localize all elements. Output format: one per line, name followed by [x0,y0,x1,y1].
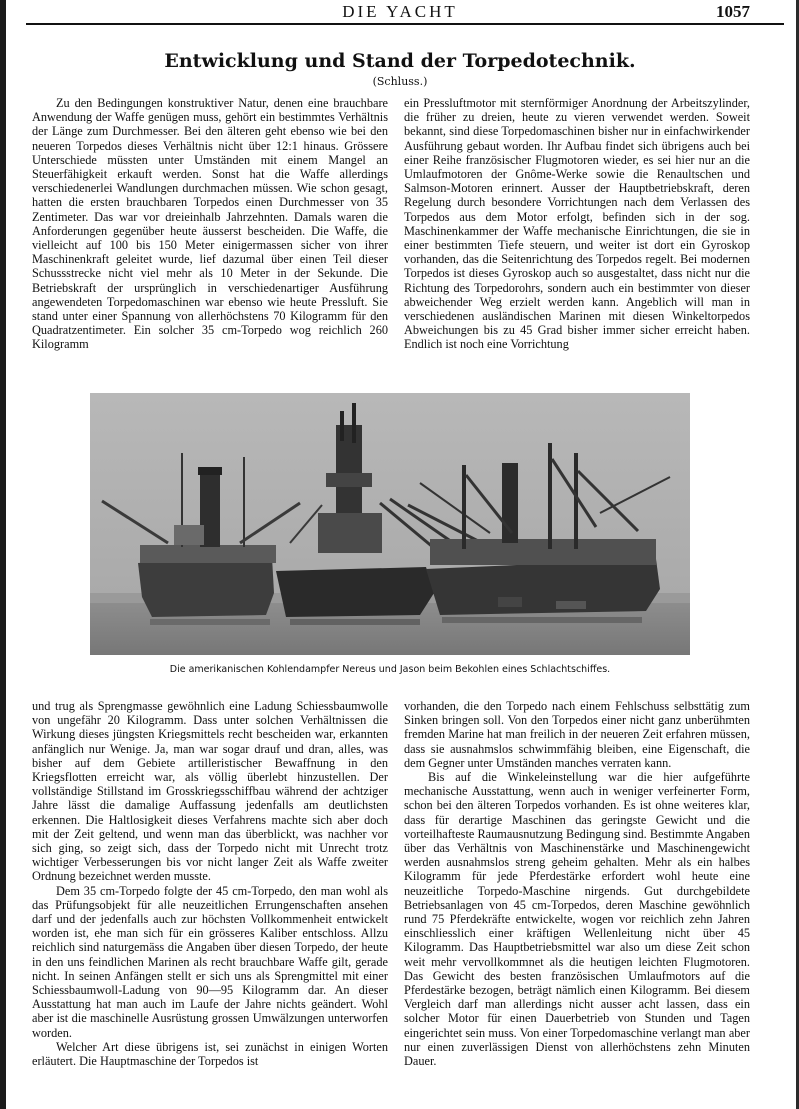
running-header: DIE YACHT [342,2,458,21]
text-column-bottom-left [32,699,388,1094]
paragraph: und trug als Sprengmasse gewöhnlich eine Ladung Schiessbaumwolle von ungefähr 20 Kilogramm. Dass unter solchen Verhältnissen die Wirkung dieses jüngsten Kriegsmittels recht bescheiden war, erkannten anfänglich nur Wenige. Ja, man war sogar drauf und dran, alles, was bisher auf dem Gebiete artilleristischer Bewaffnung in den Kriegsflotten erreicht war, als völlig überlebt hinzustellen. Der vollständige Stillstand im Grosskriegsschiffbau während der achtziger Jahre lässt die damalige Auffassung jedenfalls am deutlichsten erkennen. Die Haltlosigkeit dieses Verfahrens machte sich aber doch mit der Zeit geltend, und wenn man das überblickt, was nachher vor sich ging, so zeigt sich, dass der Torpedo nicht mit Unrecht trotz wichtiger Verbesserungen bis vor nicht langer Zeit als Waffe zweiter Ordnung bezeichnet werden musste. [32,699,388,884]
article-subtitle: (Schluss.) [372,75,428,88]
text-column-top-left [32,96,388,378]
paragraph: Zu den Bedingungen konstruktiver Natur, denen eine brauchbare Anwendung der Waffe genügen muss, gehört ein bestimmtes Verhältnis der Länge zum Durchmesser. Bei den älteren geht ebenso wie bei den neueren Torpedos dieses Verhältnis nicht über 12:1 hinaus. Grössere Unterschiede müssten unter Umständen mit einem Mangel an Steuerfähigkeit erkauft werden. Sonst hat die Waffe allerdings verschiedenerlei Wandlungen durchmachen müssen. Wie schon gesagt, hatten die ersten brauchbaren Torpedos einen Durchmesser von 35 Zentimeter. Das war vor dreieinhalb Jahrzehnten. Damals waren die Anforderungen gegenüber heute äusserst bescheiden. Die Waffe, die vielleicht auf 100 bis 150 Meter einigermassen sicher von ihrer Maschinenkraft geleitet wurde, lief dazumal über einen Teil dieser Schussstrecke nicht viel mehr als 10 Meter in der Sekunde. Die Betriebskraft der ursprünglich in verschiedenartiger Ausführung angewendeten Torpedomaschinen war ebenso wie heute Pressluft. Sie stand unter einer Spannung von allerhöchstens 70 Kilogramm für den Quadratzentimeter. Ein solcher 35 cm-Torpedo wog reichlich 260 Kilogramm [32,96,388,352]
paragraph: Dem 35 cm-Torpedo folgte der 45 cm-Torpedo, den man wohl als das Prüfungsobjekt für alle neuzeitlichen Errungenschaften ansehen darf und der jedenfalls auch zur höchsten Vollkommenheit entwickelt worden ist, ehe man sich für ein grösseres Kaliber entschloss. Allzu reichlich sind naturgemäss die Angaben über diesen Torpedo, der heute in den uns feindlichen Marinen als recht brauchbare Waffe gilt, gerade nicht. In seinen Anfängen stellt er sich uns als Sprengmittel mit einer Schiessbaumwoll-Ladung von 90—95 Kilogramm dar. An dieser Ausstattung hat man auch im Laufe der Jahre nichts geändert. Wohl aber ist die maschinelle Ausrüstung grossen Umwälzungen unterworfen worden. [32,883,388,1040]
page-number: 1057 [716,2,750,21]
ship-photo [90,393,690,655]
paragraph: Welcher Art diese übrigens ist, sei zunächst in einigen Worten erläutert. Die Hauptmaschine der Torpedos ist [32,1039,388,1069]
text-column-bottom-right [404,699,750,1094]
photo-caption: Die amerikanischen Kohlendampfer Nereus und Jason beim Bekohlen eines Schlachtschiffes. [169,664,611,675]
paragraph: vorhanden, die den Torpedo nach einem Fehlschuss selbsttätig zum Sinken bringen soll. Von den Torpedos einer nicht ganz unberühmten fremden Marine hat man freilich in der neueren Zeit erfahren müssen, dass sie ausnahmslos schwimmfähig bleiben, eine Eigenschaft, die dem Gegner unter Umständen manches verraten kann. [404,699,750,770]
paragraph: Bis auf die Winkeleinstellung war die hier aufgeführte mechanische Ausstattung, wenn auch in weniger verfeinerter Form, schon bei den älteren Torpedos vorhanden. Es ist ohne weiteres klar, dass für derartige Maschinen das geringste Gewicht und die vorteilhafteste Raumausnutzung Bedingung sind. Bestimmte Angaben über das Verhältnis von Maschinenstärke und Maschinengewicht werden ausnahmslos streng geheim gehalten. Mehr als ein halbes Kilogramm für jede Pferdestärke erfordert wohl heute eine neuzeitliche Torpedo-Maschine nirgends. Gut durchgebildete Betriebsanlagen von 45 cm-Torpedos, deren Maschine gewöhnlich rund 75 Pferdekräfte entwickelte, wogen vor reichlich zehn Jahren einschliesslich einer kräftigen Wellenleitung nicht über 45 Kilogramm. Das Hauptbetriebsmittel war also um diese Zeit schon weit mehr vervollkommnet als die heutigen leichten Flugmotoren. Das Gewicht des besten französischen Umlaufmotors auf die Pferdestärke bezogen, beträgt nämlich einen Kilogramm. Bei diesem Vergleich darf man allerdings nicht ausser acht lassen, dass ein solcher Motor für einen Dauerbetrieb von Stunden und Tagen eingerichtet sein muss. Von einer Torpedomaschine verlangt man aber nur einen zuverlässigen Dienst von allerhöchstens zehn Minuten Dauer. [404,770,750,1069]
scan-edge-left [0,0,6,1109]
paragraph: ein Pressluftmotor mit sternförmiger Anordnung der Arbeitszylinder, die früher zu dreien, heute zu vieren verwendet werden. Soweit bekannt, sind diese Torpedomaschinen bisher nur in einfachwirkender Ausführung gebaut worden. Ihr Aufbau findet sich übrigens auch bei einer Reihe französischer Flugmotoren wieder, es sei hier nur an die Umlaufmotoren der Gnôme-Werke sowie die Renaultschen und Salmson-Motoren erinnert. Ausser der Hauptbetriebskraft, deren Regelung durch besondere Vorrichtungen nach dem Verlassen des Torpedos aus dem Motor erfolgt, befinden sich in der sog. Maschinenkammer der Waffe mechanische Einrichtungen, die sie in einer bestimmten Tiefe steuern, und weiter ist dort ein Gyroskop vorhanden, das die Seitenrichtung des Torpedos regelt. Bei modernen Torpedos ist dieses Gyroskop auch so ausgestaltet, dass nicht nur die Richtung des Torpedorohrs, sondern auch ein bestimmter von dieser abweichender Weg erzielt werden kann. Angeblich will man in verschiedenen ausländischen Marinen mit diesen Winkeltorpedos Abweichungen bis zu 45 Grad bisher immer sicher erreicht haben. Endlich ist noch eine Vorrichtung [404,96,750,352]
header-rule [26,23,784,25]
text-column-top-right [404,96,750,378]
article-title: Entwicklung und Stand der Torpedotechnik. [164,50,636,72]
